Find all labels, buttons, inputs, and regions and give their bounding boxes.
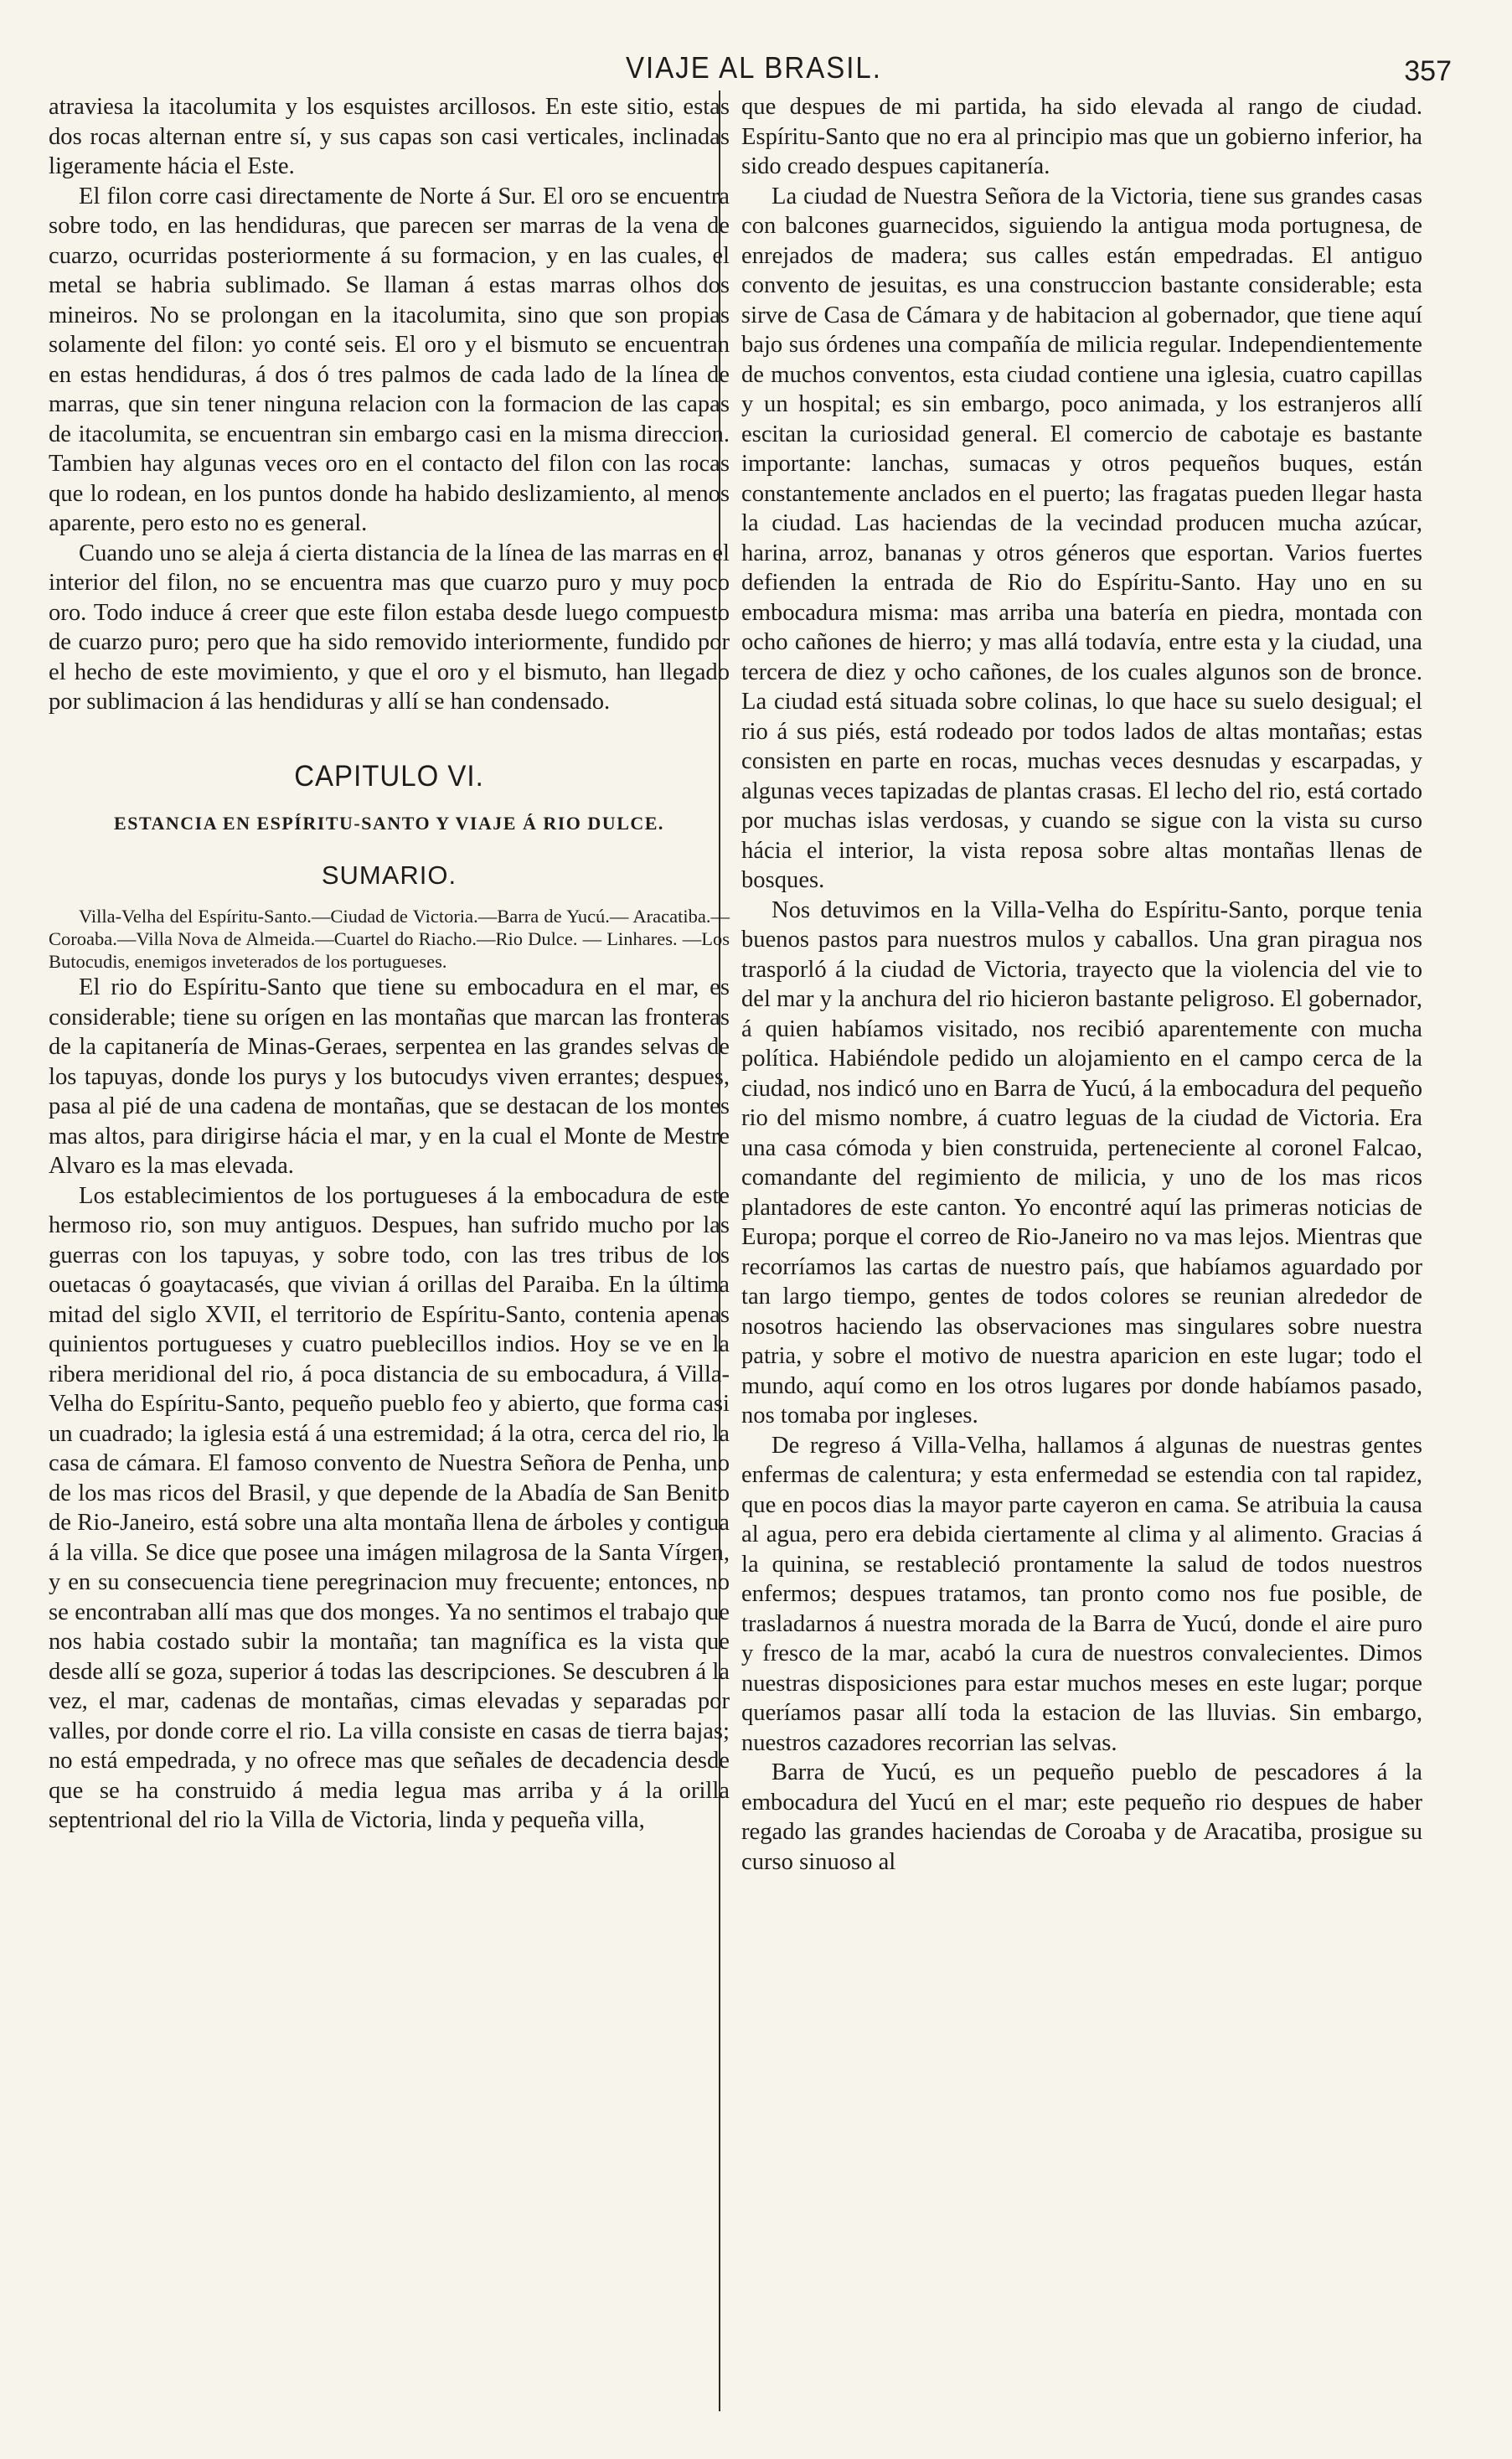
right-column (741, 92, 1422, 1877)
paragraph: La ciudad de Nuestra Señora de la Victoria, tiene sus grandes casas con balcones guarnecidos, siguiendo la antigua moda portugnesa, de enrejados de madera; sus calles están empedradas. El antiguo convento de jesuitas, es una construccion bastante considerable; esta sirve de Casa de Cámara y de habitacion al gobernador, que tiene aquí bajo sus órdenes una compañía de milicia regular. Independientemente de muchos conventos, esta ciudad contiene una iglesia, cuatro capillas y un hospital; es sin embargo, poco animada, y los estranjeros allí escitan la curiosidad general. El comercio de cabotaje es bastante importante: lanchas, sumacas y otros pequeños buques, están constantemente anclados en el puerto; las fragatas pueden llegar hasta la ciudad. Las haciendas de la vecindad producen mucha azúcar, harina, arroz, bananas y otros géneros que esportan. Varios fuertes defienden la entrada de Rio do Espíritu-Santo. Hay uno en su embocadura misma: mas arriba una batería en piedra, montada con ocho cañones de hierro; y mas allá todavía, entre esta y la ciudad, una tercera de diez y ocho cañones, de los cuales algunos son de bronce. La ciudad está situada sobre colinas, lo que hace su suelo desigual; el rio á sus piés, está rodeado por todos lados de altas montañas; estas consisten en parte en rocas, muchas veces desnudas y escarpadas, y algunas veces tapizadas de plantas crasas. El lecho del rio, está cortado por muchas islas verdosas, y cuando se sigue con la vista su curso hácia el interior, la vista reposa sobre altas montañas llenas de bosques. (741, 183, 1422, 893)
summary-title: SUMARIO. (321, 860, 457, 890)
chapter-title: CAPITULO VI. (294, 758, 484, 792)
paragraph: Cuando uno se aleja á cierta distancia de la línea de las marras en el interior del filon, no se encuentra mas que cuarzo puro y muy poco oro. Todo induce á creer que este filon estaba desde luego compuesto de cuarzo puro; pero que ha sido removido interiormente, fundido por el hecho de este movimiento, y que el oro y el bismuto, han llegado por sublimacion á las hendiduras y allí se han condensado. (49, 540, 730, 715)
paragraph: Los establecimientos de los portugueses á la embocadura de este hermoso rio, son muy antiguos. Despues, han sufrido mucho por las guerras con los tapuyas, y sobre todo, con las tres tribus de los ouetacas ó goaytacasés, que vivian á orillas del Paraiba. En la última mitad del siglo XVII, el territorio de Espíritu-Santo, contenia apenas quinientos portugueses y cuatro pueblecillos indios. Hoy se ve en la ribera meridional del rio, á poca distancia de su embocadura, á Villa-Velha do Espíritu-Santo, pequeño pueblo feo y abierto, que forma casi un cuadrado; la iglesia está á una estremidad; á la otra, cerca del rio, la casa de cámara. El famoso convento de Nuestra Señora de Penha, uno de los mas ricos del Brasil, y que depende de la Abadía de San Benito de Rio-Janeiro, está sobre una alta montaña llena de árboles y contigua á la villa. Se dice que posee una imágen milagrosa de la Santa Vírgen, y en su consecuencia tiene peregrinacion muy frecuente; entonces, no se encontraban allí mas que dos monges. Ya no sentimos el trabajo que nos habia costado subir la montaña; tan magnífica es la vista que desde allí se goza, superior á todas las descripciones. Se descubren á la vez, el mar, cadenas de montañas, cimas elevadas y separadas por valles, por donde corre el rio. La villa consiste en casas de tierra bajas; no está empedrada, y no ofrece mas que señales de decadencia desde que se ha construido á media legua mas arriba y á la orilla septentrional del rio la Villa de Victoria, linda y pequeña villa, (49, 1182, 730, 1833)
paragraph: Barra de Yucú, es un pequeño pueblo de pescadores á la embocadura del Yucú en el mar; este pequeño rio despues de haber regado las grandes haciendas de Coroaba y de Aracatiba, prosigue su curso sinuoso al (741, 1759, 1422, 1875)
paragraph: El rio do Espíritu-Santo que tiene su embocadura en el mar, es considerable; tiene su orígen en las montañas que marcan las fronteras de la capitanería de Minas-Geraes, serpentea en las grandes selvas de los tapuyas, donde los purys y los butocudys viven errantes; despues, pasa al pié de una cadena de montañas, que se destacan de los montes mas altos, para dirigirse hácia el mar, y en la cual el Monte de Mestre Alvaro es la mas elevada. (49, 974, 730, 1179)
left-column (49, 92, 730, 1836)
chapter-subtitle: ESTANCIA EN ESPÍRITU-SANTO Y VIAJE Á RIO DULCE. (114, 813, 664, 834)
paragraph: Nos detuvimos en la Villa-Velha do Espíritu-Santo, porque tenia buenos pastos para nuestros mulos y caballos. Una gran piragua nos trasporló á la ciudad de Victoria, trayecto que la violencia del vie to del mar y la anchura del rio hicieron bastante peligroso. El gobernador, á quien habíamos visitado, nos recibió aparentemente con mucha política. Habiéndole pedido un alojamiento en el campo cerca de la ciudad, nos indicó uno en Barra de Yucú, á la embocadura del pequeño rio del mismo nombre, á cuatro leguas de la ciudad de Victoria. Era una casa cómoda y bien construida, perteneciente al coronel Falcao, comandante del regimiento de milicia, y uno de los mas ricos plantadores de este canton. Yo encontré aquí las primeras noticias de Europa; porque el correo de Rio-Janeiro no va mas lejos. Mientras que recorríamos las cartas de nuestro país, que habíamos aguardado por tan largo tiempo, gentes de todos colores se reunian alrededor de nosotros haciendo las observaciones mas singulares sobre nuestra patria, y sobre el motivo de nuestra aparicion en este lugar; todo el mundo, aquí como en los otros lugares por donde habíamos pasado, nos tomaba por ingleses. (741, 896, 1422, 1428)
summary-text: Villa-Velha del Espíritu-Santo.—Ciudad de Victoria.—Barra de Yucú.— Aracatiba.—Coroaba.—Villa Nova de Almeida.—Cuartel do Riacho.—Rio Dulce. — Linhares. —Los Butocudis, enemigos inveterados de los portugueses. (49, 906, 730, 972)
page-number: 357 (1404, 55, 1452, 87)
paragraph: atraviesa la itacolumita y los esquistes arcillosos. En este sitio, estas dos rocas alternan entre sí, y sus capas son casi verticales, inclinadas ligeramente hácia el Este. (49, 94, 730, 179)
paragraph: De regreso á Villa-Velha, hallamos á algunas de nuestras gentes enfermas de calentura; y esta enfermedad se estendia con tal rapidez, que en pocos dias la mayor parte cayeron en cama. Se atribuia la causa al agua, pero era debida ciertamente al clima y al alimento. Gracias á la quinina, se restableció prontamente la salud de todos nuestros enfermos; despues tratamos, tan pronto como nos fue posible, de trasladarnos á nuestra morada de la Barra de Yucú, donde el aire puro y fresco de la mar, acabó la cura de nuestros convalecientes. Dimos nuestras disposiciones para estar muchos meses en este lugar; porque queríamos pasar allí toda la estacion de las lluvias. Sin embargo, nuestros cazadores recorrian las selvas. (741, 1432, 1422, 1756)
paragraph: que despues de mi partida, ha sido elevada al rango de ciudad. Espíritu-Santo que no era al principio mas que un gobierno inferior, ha sido creado despues capitanería. (741, 94, 1422, 179)
paragraph: El filon corre casi directamente de Norte á Sur. El oro se encuentra sobre todo, en las hendiduras, que parecen ser marras de la vena de cuarzo, ocurridas posteriormente á su formacion, y en las cuales, el metal se habria sublimado. Se llaman á estas marras olhos dos mineiros. No se prolongan en la itacolumita, sino que son propias solamente del filon: yo conté seis. El oro y el bismuto se encuentran en estas hendiduras, á dos ó tres palmos de cada lado de la línea de marras, que sin tener ninguna relacion con la formacion de las capas de itacolumita, se encuentran sin embargo casi en la misma direccion. Tambien hay algunas veces oro en el contacto del filon con las rocas que lo rodean, en los puntos donde ha habido deslizamiento, al menos aparente, pero esto no es general. (49, 183, 730, 536)
running-head: VIAJE AL BRASIL. (626, 50, 882, 85)
